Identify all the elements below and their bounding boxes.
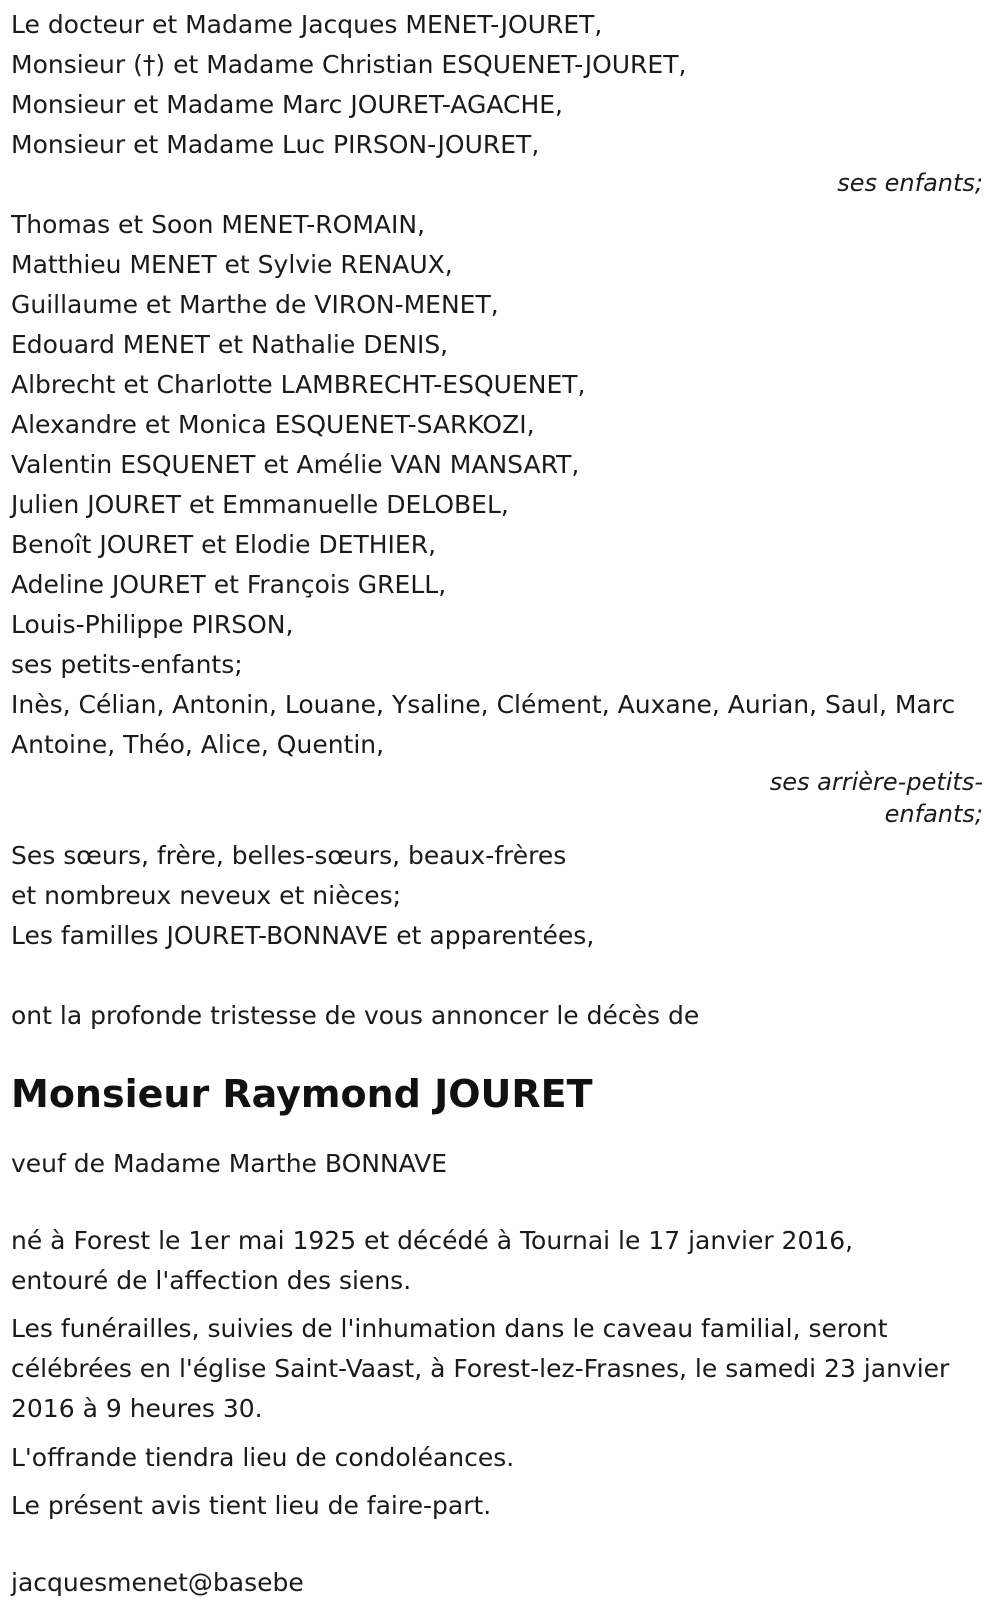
child-entry: Monsieur et Madame Luc PIRSON-JOURET,: [11, 130, 540, 159]
relatives-line: Les familles JOURET-BONNAVE et apparentées,: [11, 921, 595, 950]
grandchild-entry: Louis-Philippe PIRSON,: [11, 610, 294, 639]
grandchild-entry: Matthieu MENET et Sylvie RENAUX,: [11, 250, 453, 279]
children-list: [11, 5, 996, 165]
widower-line: veuf de Madame Marthe BONNAVE: [11, 1149, 448, 1178]
child-entry: Le docteur et Madame Jacques MENET-JOURET,: [11, 10, 603, 39]
great-grandchildren-label: [11, 766, 996, 830]
announcement-text: ont la profonde tristesse de vous annoncer le décès de: [11, 1001, 700, 1030]
grandchild-entry: Guillaume et Marthe de VIRON-MENET,: [11, 290, 499, 319]
great-grandchildren-label-line2: enfants;: [884, 800, 983, 828]
grandchild-entry: Edouard MENET et Nathalie DENIS,: [11, 330, 449, 359]
grandchild-entry: Albrecht et Charlotte LAMBRECHT-ESQUENET,: [11, 370, 586, 399]
children-label: ses enfants;: [837, 169, 983, 197]
grandchild-entry: Thomas et Soon MENET-ROMAIN,: [11, 210, 426, 239]
grandchild-entry: Adeline JOURET et François GRELL,: [11, 570, 447, 599]
birth-death-paragraph: [11, 1221, 996, 1301]
grandchild-entry: Alexandre et Monica ESQUENET-SARKOZI,: [11, 410, 535, 439]
grandchild-entry: Valentin ESQUENET et Amélie VAN MANSART,: [11, 450, 580, 479]
great-grandchildren-label-line1: ses arrière-petits-: [769, 768, 983, 796]
grandchildren-list: [11, 205, 996, 645]
deceased-name: Monsieur Raymond JOURET: [11, 1072, 593, 1116]
relatives-line: Ses sœurs, frère, belles-sœurs, beaux-frères: [11, 841, 567, 870]
offering-notice: L'offrande tiendra lieu de condoléances.: [11, 1443, 515, 1472]
birth-death-dates: né à Forest le 1er mai 1925 et décédé à Tournai le 17 janvier 2016,: [11, 1226, 854, 1255]
notice-statement: Le présent avis tient lieu de faire-part.: [11, 1491, 492, 1520]
grandchild-entry: Julien JOURET et Emmanuelle DELOBEL,: [11, 490, 509, 519]
grandchildren-label: ses petits-enfants;: [11, 650, 243, 679]
obituary-notice: [11, 5, 996, 1603]
relatives-line: et nombreux neveux et nièces;: [11, 881, 402, 910]
funeral-details: Les funérailles, suivies de l'inhumation dans le caveau familial, seront célébrées en l'église Saint-Vaast, à Forest-lez-Frasnes, le samedi 23 janvier 2016 à 9 heures 30.: [11, 1314, 950, 1423]
grandchild-entry: Benoît JOURET et Elodie DETHIER,: [11, 530, 437, 559]
child-entry: Monsieur et Madame Marc JOURET-AGACHE,: [11, 90, 563, 119]
child-entry: Monsieur (†) et Madame Christian ESQUENET-JOURET,: [11, 50, 687, 79]
surrounded-text: entouré de l'affection des siens.: [11, 1266, 412, 1295]
great-grandchildren-list: Inès, Célian, Antonin, Louane, Ysaline, Clément, Auxane, Aurian, Saul, Marc Antoine, Théo, Alice, Quentin,: [11, 690, 956, 759]
other-relatives: [11, 836, 996, 956]
contact-email[interactable]: jacquesmenet@basebe: [11, 1568, 304, 1597]
